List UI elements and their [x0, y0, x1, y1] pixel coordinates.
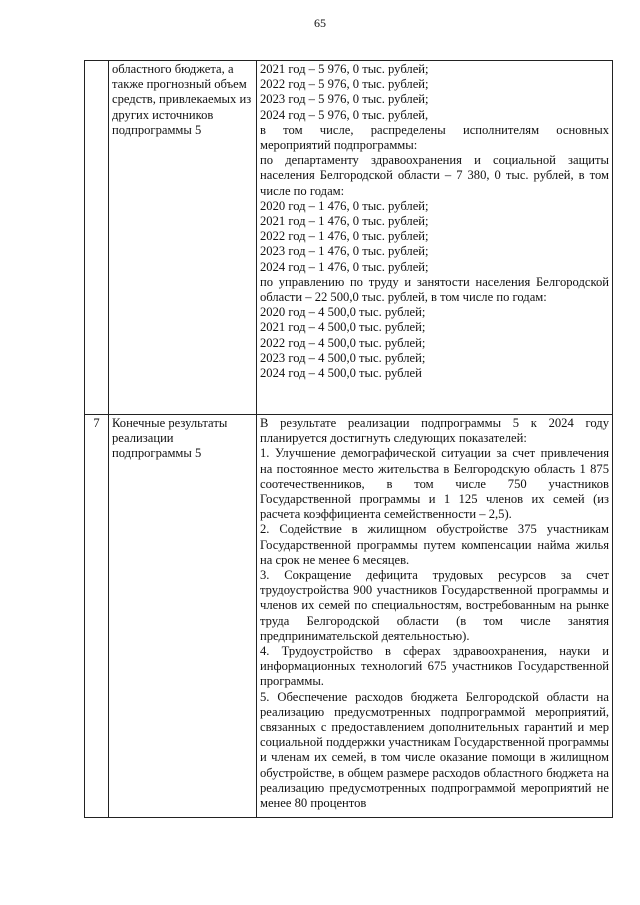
content-line: 4. Трудоустройство в сферах здравоохранения, науки и информационных технологий 675 участников Государственной программы. [260, 644, 609, 689]
content-line: 2022 год – 4 500,0 тыс. рублей; [260, 335, 426, 350]
content-line: 2023 год – 5 976, 0 тыс. рублей; [260, 92, 429, 107]
content-line: в том числе, распределены исполнителям основных мероприятий подпрограммы: [260, 122, 609, 153]
content-line: 5. Обеспечение расходов бюджета Белгородской области на реализацию предусмотренных подпрограммой мероприятий, связанных с предоставлением дополнительных гарантий и мер социальной поддержки участникам Государственной программы и членам их семей, в том числе оказание помощи в жилищном обустройстве, в общем размере расходов областного бюджета на реализацию предусмотренных подпрограммой мероприятий не менее 80 процентов [260, 689, 609, 811]
content-line: 1. Улучшение демографической ситуации за счет привлечения на постоянное место жительства в Белгородскую область 1 875 соотечественников, в том числе 750 участников Государственной программы и 1 125 членов их семей (из расчета коэффициента семейственности – 2,5). [260, 446, 609, 522]
content-line: по департаменту здравоохранения и социальной защиты населения Белгородской области – 7 380, 0 тыс. рублей, в том числе по годам: [260, 153, 609, 198]
content-line: 2020 год – 1 476, 0 тыс. рублей; [260, 198, 429, 213]
row-content-cell [257, 415, 613, 818]
content-line: 2022 год – 5 976, 0 тыс. рублей; [260, 77, 429, 92]
content-line: В результате реализации подпрограммы 5 к 2024 году планируется достигнуть следующих показателей: [260, 416, 609, 446]
row-label-cell: областного бюджета, а также прогнозный объем средств, привлекаемых из других источников подпрограммы 5 [109, 61, 257, 415]
passport-table [84, 60, 613, 818]
content-line: 2021 год – 1 476, 0 тыс. рублей; [260, 214, 429, 229]
row-number-cell [85, 61, 109, 415]
content-line: 2024 год – 1 476, 0 тыс. рублей; [260, 259, 429, 274]
table-row [85, 415, 613, 818]
content-line: по управлению по труду и занятости населения Белгородской области – 22 500,0 тыс. рублей, в том числе по годам: [260, 274, 609, 305]
row-content-cell [257, 61, 613, 415]
page-number: 65 [314, 16, 326, 30]
table-row [85, 61, 613, 415]
content-line: 2. Содействие в жилищном обустройстве 375 участникам Государственной программы путем компенсации найма жилья на срок не менее 6 месяцев. [260, 522, 609, 567]
row-number-cell: 7 [85, 415, 109, 818]
row-label-cell: Конечные результаты реализации подпрограммы 5 [109, 415, 257, 818]
content-line: 2022 год – 1 476, 0 тыс. рублей; [260, 229, 429, 244]
content-line: 2020 год – 4 500,0 тыс. рублей; [260, 305, 426, 320]
content-line: 2023 год – 1 476, 0 тыс. рублей; [260, 244, 429, 259]
content-line: 2023 год – 4 500,0 тыс. рублей; [260, 350, 426, 365]
content-line: 2021 год – 4 500,0 тыс. рублей; [260, 320, 426, 335]
content-line: 2021 год – 5 976, 0 тыс. рублей; [260, 62, 429, 76]
content-line: 2024 год – 5 976, 0 тыс. рублей, [260, 107, 429, 122]
content-line: 2024 год – 4 500,0 тыс. рублей [260, 366, 422, 381]
content-line: 3. Сокращение дефицита трудовых ресурсов за счет трудоустройства 900 участников Государственной программы и членов их семей по специальностям, востребованным на рынке труда Белгородской области (в том числе занятия предпринимательской деятельностью). [260, 568, 609, 643]
